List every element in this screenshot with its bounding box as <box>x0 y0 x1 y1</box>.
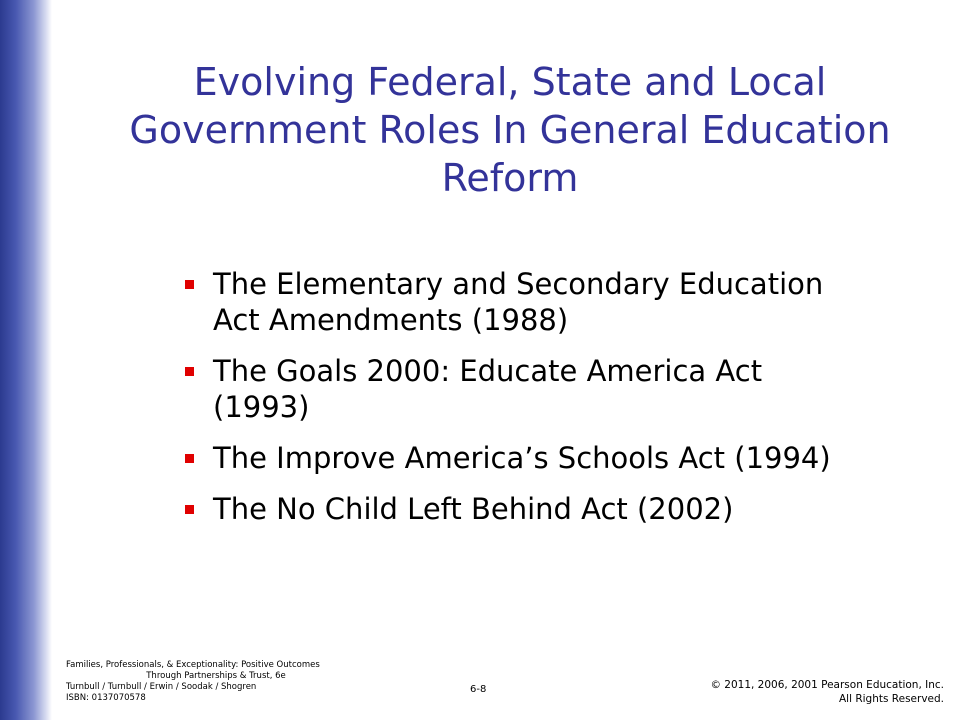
bullet-list <box>185 266 925 542</box>
footer-authors: Turnbull / Turnbull / Erwin / Soodak / Shogren <box>66 682 257 692</box>
bullet-text-line: The No Child Left Behind Act (2002) <box>213 492 734 526</box>
square-bullet-icon <box>185 454 194 463</box>
side-gradient-bar <box>0 0 52 720</box>
footer-book-title-line-2: Through Partnerships & Trust, 6e <box>146 671 286 681</box>
footer-copyright-line-1: © 2011, 2006, 2001 Pearson Education, Inc. <box>710 679 944 691</box>
footer-book-title-line-1: Families, Professionals, & Exceptionality: Positive Outcomes <box>66 660 320 670</box>
bullet-item <box>185 491 925 527</box>
bullet-text-line: The Elementary and Secondary Education <box>213 267 824 301</box>
bullet-text-line: The Goals 2000: Educate America Act <box>213 354 763 388</box>
footer-page-number: 6-8 <box>470 684 487 695</box>
footer-isbn: ISBN: 0137070578 <box>66 693 146 703</box>
title-line-3: Reform <box>441 156 579 200</box>
footer-copyright <box>710 678 944 706</box>
bullet-item <box>185 266 925 338</box>
footer-book-info <box>66 660 366 704</box>
square-bullet-icon <box>185 505 194 514</box>
bullet-item <box>185 440 925 476</box>
title-line-1: Evolving Federal, State and Local <box>193 60 827 104</box>
slide-title <box>110 58 910 202</box>
title-line-2: Government Roles In General Education <box>129 108 891 152</box>
bullet-text-line: The Improve America’s Schools Act (1994) <box>213 441 831 475</box>
bullet-text-line: Act Amendments (1988) <box>213 303 569 337</box>
footer-copyright-line-2: All Rights Reserved. <box>838 693 944 705</box>
bullet-item <box>185 353 925 425</box>
bullet-text-line: (1993) <box>213 390 310 424</box>
square-bullet-icon <box>185 367 194 376</box>
square-bullet-icon <box>185 280 194 289</box>
